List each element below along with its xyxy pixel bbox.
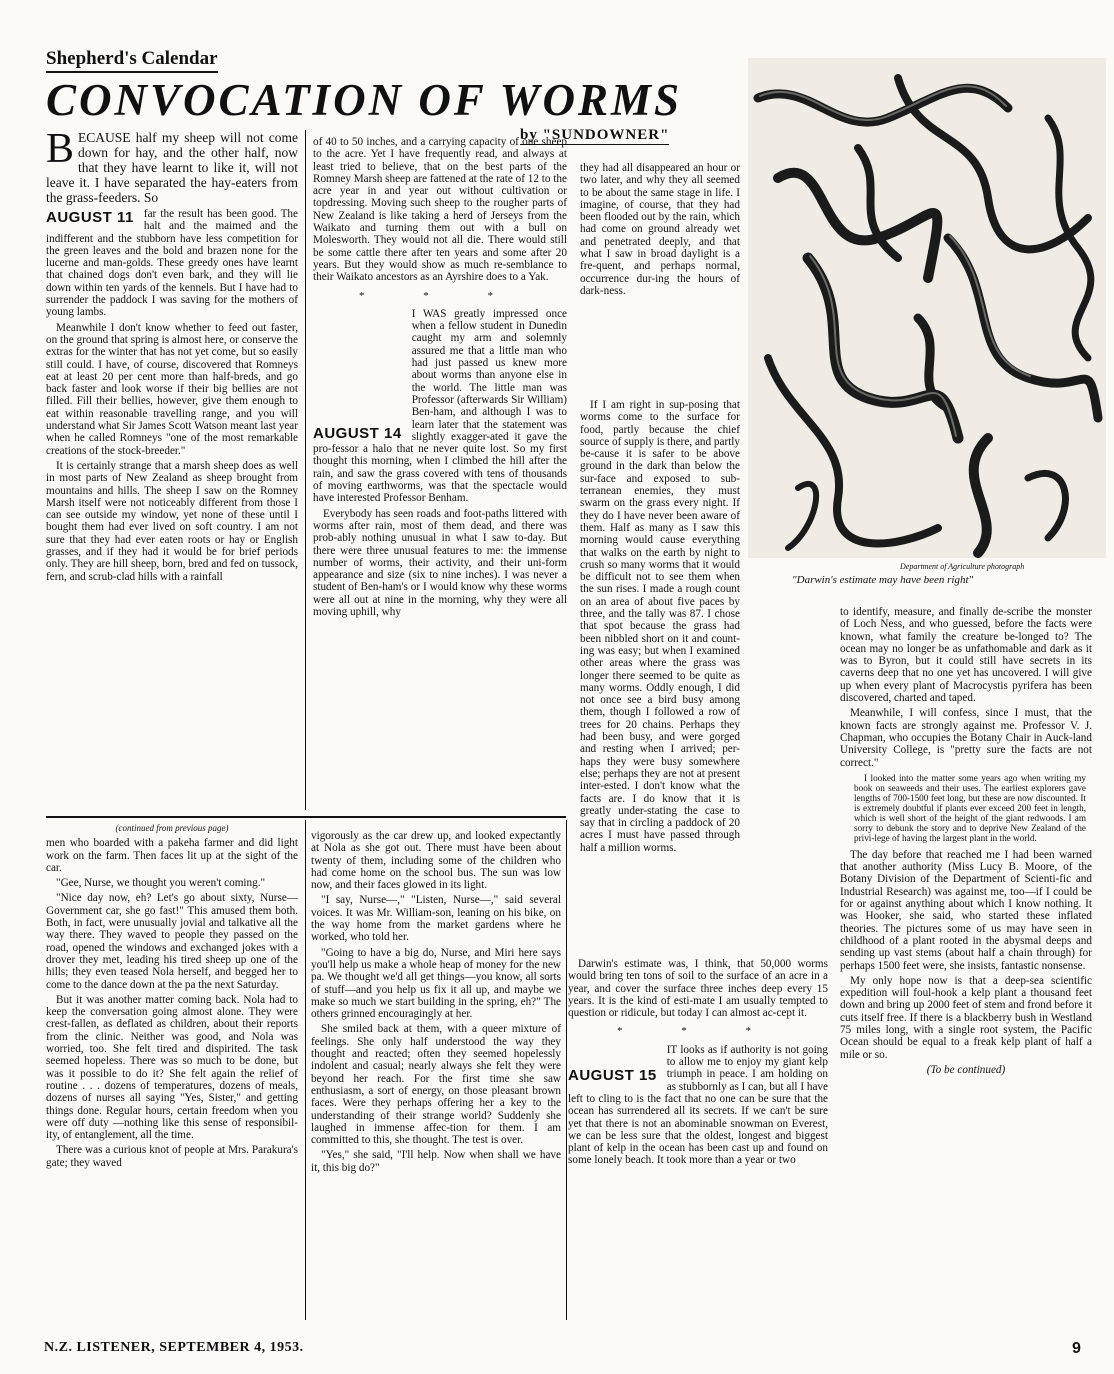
paragraph: "I say, Nurse—," "Listen, Nurse—," said several voices. It was Mr. William-son, leaning on his bike, on the way home from the market gardens where he worked, who told her. [311, 894, 561, 944]
column-rule [305, 820, 306, 1320]
paragraph: AUGUST 15 IT looks as if authority is not going to allow me to enjoy my giant kelp triumph in peace. I am holding on as stubbornly as I can, but all I have left to cling to is the fact that no one can be sure that the ocean has surrendered all its secrets. If we can't be sure yet that there is not an abominable snowman on Everest, we can be less sure that the oldest, longest and biggest plant of kelp in the ocean has been cast up and found on some lonely beach. It took more than a year or two [568, 1043, 828, 1167]
paragraph: Meanwhile, I will confess, since I must, that the known facts are strongly against me. Professor V. J. Chapman, who occupies the Botany Chair in Auck-land University College, is "pretty sure the facts are not correct." [840, 707, 1092, 769]
column-1 [46, 126, 298, 586]
paragraph: There was a curious knot of people at Mrs. Parakura's gate; they waved [46, 1144, 298, 1169]
section-label: Shepherd's Calendar [46, 48, 218, 73]
paragraph: Meanwhile I don't know whether to feed out faster, on the ground that spring is almost here, or conserve the extras for the winter that has not yet come, but so easily still could. I have, of course, discovered that Romneys eat at least 20 per cent more than half-breds, and go back faster and look worse if their big bellies are not filled. Fill their bellies, however, give them enough to eat within reasonable travelling range, and you will understand what Sir James Scott Watson meant last year when he called Romneys "one of the most remarkable creations of the stock-breeder." [46, 321, 298, 457]
paragraph: My only hope now is that a deep-sea scientific expedition will foul-hook a kelp plant a thousand feet down and bring up 2000 feet of stem and frond before it cuts itself free. If there is a blackberry bush in Westland 75 miles long, with a single root system, the Pacific Ocean should be equal to a freak kelp plant of half a mile or so. [840, 974, 1092, 1061]
date-heading-august-15: AUGUST 15 [568, 1066, 657, 1084]
horizontal-rule [46, 816, 566, 818]
section-divider: * * * [617, 1025, 779, 1038]
paragraph: "Nice day now, eh? Let's go about sixty, Nurse—Government car, she go fast!" This amused them both. Both, in fact, were unusually jovial and talkative all the way there. They waved to people they passed on the road, opened the windows and exchanged jokes with a drover they met, leading his tired sheep up one of the hills; they even teased Nola herself, and begged her to come to the dance down at the pa the next Saturday. [46, 892, 298, 991]
column-4 [840, 606, 1092, 1079]
paragraph: "Gee, Nurse, we thought you weren't coming." [56, 877, 266, 890]
page-number: 9 [1072, 1340, 1081, 1357]
date-heading-august-14: AUGUST 14 [313, 424, 402, 442]
paragraph: Darwin's estimate was, I think, that 50,000 worms would bring ten tons of soil to the surface of an acre in a year, and cover the surface three inches deep every 15 years. It is the kind of esti-mate I am usually tempted to question or ridicule, but today I can almost ac-cept it. [568, 958, 828, 1020]
paragraph: Everybody has seen roads and foot-paths littered with worms after rain, most of them dead, and there was prob-ably nothing unusual in what I saw to-day. But there were three unusual features to me: the immense number of worms, their activity, and their uni-form appearance and size (six to nine inches). I was never a student of Ben-ham's or I would know why these worms were all out at nine in the morning, why they were all moving uphill, why [313, 507, 567, 618]
paragraph: But it was another matter coming back. Nola had to keep the conversation going almost alone. They were crest-fallen, as deflated as children, about their reports from the clinic. Neither was good, and Nola was worried, too. She felt tired and dispirited. The task seemed hopeless. There was so much to be done, but was it possible to do it? She felt again the relief of routine . . . dozens of temperatures, dozens of meals, dozens of nurses all saying "Yes, Sister," and getting things done. Regular hours, certain freedom when you were off duty —nothing like this sense of responsibil-ity, of entanglement, all the time. [46, 993, 298, 1142]
paragraph: The day before that reached me I had been warned that another authority (Miss Lucy B. Moore, of the Botany Division of the Department of Scienti-fic and Industrial Research) was against me, too—if I could be for or against anything about which I know nothing. It was Hooker, she said, who started these inflated theories. The pictures some of us may have seen in childhood of a plant rooted in the abysmal deeps and sending up vast stems (about half a chain through) for perhaps 1500 feet were, she insists, fantastic nonsense. [840, 848, 1092, 972]
paragraph: She smiled back at them, with a queer mixture of feelings. She only half understood the way they thought and reacted; often they seemed hopelessly indolent and casual; nearly always she felt they were beyond her reach. For the first time she saw enthusiasm, a sort of energy, on those pleasant brown faces. Were they perhaps offering her a key to the understanding of their strange world? Suddenly she laughed in immense affec-tion for them. I am committed to this, she thought. The test is over. [311, 1023, 561, 1147]
paragraph: vigorously as the car drew up, and looked expectantly at Nola as she got out. There must have been about twenty of them, including some of the children who had come home on the school bus. The sun was low now, and their faces glowed in its light. [311, 830, 561, 892]
date-heading-august-11: AUGUST 11 [46, 209, 134, 226]
story-column-2 [311, 830, 561, 1177]
continued-note: (continued from previous page) [115, 823, 229, 833]
paragraph: "Going to have a big do, Nurse, and Miri here says you'll help us make a whole heap of money for the new pa. We thought we'd all get things—you know, all sorts of stuff—and you help us fix it all up, and maybe we make so much we start building in the spring, eh?" The others grinned encouragingly at her. [311, 946, 561, 1021]
column-3-upper [580, 162, 740, 300]
paragraph: to identify, measure, and finally de-scribe the monster of Loch Ness, and who guessed, before the facts were known, what family the creature be-longed to? The ocean may no longer be as unfathomable and dark as it was to Byron, but it could still have secrets in its caverns deep that no one yet has uncovered. I will give up when every plant of Macrocystis pyrifera has been discovered, charted and taped. [840, 606, 1092, 705]
paragraph: It is certainly strange that a marsh sheep does as well in most parts of New Zealand as sheep brought from mountains and hills. The sheep I saw on the Romney Marsh itself were not noticeably different from those I can see outside my window, yet none of these until I bought them had ever lived on soft country. I am not sure that they had ever eaten roots or hay or English grasses, and if they had it would be for brief periods only. They are hill sheep, born, bred and fed on tussock, fern, and scrub-clad hills with a rainfall [46, 459, 298, 583]
photo-credit: Department of Agriculture photograph [900, 562, 1025, 571]
article-title: CONVOCATION OF WORMS [46, 75, 683, 125]
column-rule [566, 820, 567, 1320]
paragraph: "Yes," she said, "I'll help. Now when shall we have it, this big do?" [311, 1149, 561, 1174]
paragraph: If I am right in sup-posing that worms come to the surface for food, partly because the chief source of supply is there, and partly be-cause it is safer to be above ground in the dark than below the sur-face and exposed to sub-terranean enemies, they must swarm on the grass every night. If they do I have never been aware of them. Half as many as I saw this morning would cause everything that walks on the earth by night to crush so many worms that it would be difficult not to see them when the sun rises. I made a rough count on an area of about five paces by three, and the tally was 87. I chose that spot because the grass had been nibbled short on it and count-ing was easy; but when I examined other areas where the grass was longer there seemed to be quite as many worms. Oddly enough, I did not once see a bird busy among them, though I followed a row of trees for 20 chains. Perhaps they had been busy, and were gorged and resting when I arrived; per-haps they were busy somewhere else; perhaps they are not at present inter-ested. I don't know what the facts are. I do know that it is greatly under-stating the case to say that in circling a paddock of 20 acres I must have passed through half a million worms. [580, 399, 741, 854]
drop-cap: B [46, 126, 75, 172]
paragraph: of 40 to 50 inches, and a carrying capacity of one sheep to the acre. Yet I have frequently read, and always at least tried to believe, that on the best parts of the Romney Marsh sheep are fattened at the rate of 12 to the acre year in and year out without cultivation or topdressing. Moving such sheep to the rougher parts of New Zealand is like taking a herd of Jerseys from the Waikato and turning them out with a bull on Molesworth. They would not all die. There would still be some cattle there after ten years and some after 20 years. But they would show as much re-semblance to their Waikato ancestors as an Ayrshire does to a Yak. [313, 136, 567, 284]
byline: by "SUNDOWNER" [520, 127, 670, 143]
paragraph: AUGUST 11 far the result has been good. The halt and the maimed and the indifferent and the stubborn have less competition for the green leaves and the bold and brazen none for the lucerne and man-golds. These greedy ones have learnt that chained dogs don't even bark, and they will lie down within ten yards of the kennels. But I have had to surrender the paddock I was saving for the mothers of young lambs. [46, 208, 298, 319]
publication-footer: N.Z. LISTENER, SEPTEMBER 4, 1953. [44, 1340, 304, 1355]
paragraph: men who boarded with a pakeha farmer and did light work on the farm. Then faces lit up at the sight of the car. [46, 837, 298, 874]
column-3-mid [580, 399, 740, 857]
paragraph: AUGUST 14 I WAS greatly impressed once when a fellow student in Dunedin caught my arm and solemnly assured me that a little man who had just passed us knew more about worms than anyone else in the world. The little man was Professor (afterwards Sir William) Ben-ham, and although I was to learn later that the statement was slightly exagger-ated it gave the pro-fessor a halo that ne never quite lost. So my first thought this morning, when I climbed the hill after the rain, and saw the grass covered with tens of thousands of moving earthworms, was that the spectacle would have interested Professor Benham. [313, 307, 567, 505]
to-be-continued: (To be continued) [926, 1063, 1006, 1076]
photo-caption: "Darwin's estimate may have been right" [792, 574, 974, 586]
column-2 [313, 136, 567, 621]
story-column-1 [46, 822, 298, 1172]
section-divider: * * * [359, 289, 521, 302]
quotation: I looked into the matter some years ago when writing my book on seaweeds and their uses. The earliest explorers gave lengths of 700-1500 feet long, but these are now discounted. It is extremely doubtful if plants ever exceed 200 feet in length, which is well short of the height of the giant redwoods. I am sorry to debunk the story and to deprive New Zealand of the privi-lege of having the largest plant in the world. [854, 772, 1086, 843]
worms-illustration [748, 58, 1106, 558]
column-rule [305, 130, 306, 810]
lead-paragraph: BECAUSE half my sheep will not come down for hay, and the other half, now that they have learnt to like it, will not leave it. I have separated the hay-eaters from the grass-feeders. So [46, 126, 298, 205]
worms-photo [748, 58, 1106, 558]
column-3-lower [568, 958, 828, 1170]
paragraph: they had all disappeared an hour or two later, and why they all seemed to be about the same stage in life. I imagine, of course, that they had been flooded out by the rain, which had come on ground already wet and penetrated deeply, and that what I saw in broad daylight is a fre-quent, and perhaps normal, occurrence dur-ing the hours of dark-ness. [580, 162, 740, 297]
